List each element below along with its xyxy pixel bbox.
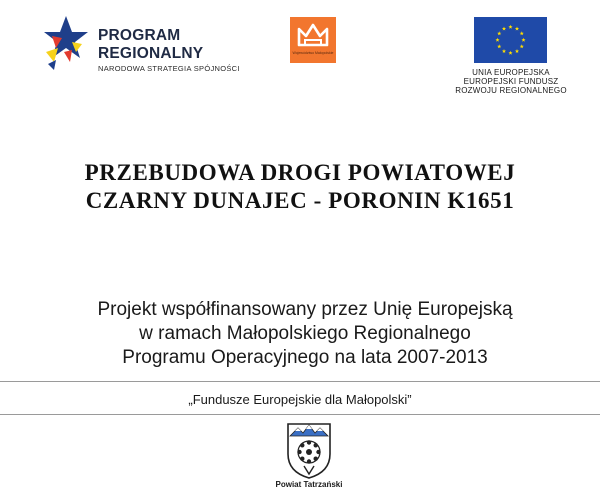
eu-star (497, 31, 501, 35)
eu-flag (474, 17, 547, 63)
program-regionalny-mark-icon (42, 12, 92, 74)
project-line2: w ramach Małopolskiego Regionalnego (139, 323, 471, 344)
powiat-caption: Powiat Tatrzański (275, 480, 343, 489)
powiat-tatrzanski-coat-of-arms-icon (284, 420, 334, 480)
eu-star (508, 25, 512, 29)
malopolska-crown-icon (296, 21, 330, 49)
project-line1: Projekt współfinansowany przez Unię Europejską (97, 299, 513, 320)
malopolska-logo-text: Województwo Małopolskie (292, 51, 334, 55)
eu-star (520, 44, 524, 48)
title-line1: PRZEBUDOWA DROGI POWIATOWEJ (84, 160, 516, 185)
eu-star (508, 51, 512, 55)
malopolska-logo (290, 17, 336, 63)
program-regionalny-line3: NARODOWA STRATEGIA SPÓJNOŚCI (98, 64, 240, 73)
eu-text-line2: EUROPEJSKI FUNDUSZ (463, 77, 559, 86)
project-line3: Programu Operacyjnego na lata 2007-2013 (122, 347, 488, 368)
eu-star (515, 49, 519, 53)
program-regionalny-line2: REGIONALNY (98, 45, 204, 62)
eu-text-line1: UNIA EUROPEJSKA (472, 68, 550, 77)
eu-star (495, 38, 499, 42)
eu-star (502, 27, 506, 31)
divider-bottom (0, 414, 600, 415)
eu-star (497, 44, 501, 48)
eu-star (515, 27, 519, 31)
program-regionalny-logo (42, 12, 272, 74)
title-line2: CZARNY DUNAJEC - PORONIN K1651 (85, 188, 515, 213)
eu-star (502, 49, 506, 53)
eu-text-line3: ROZWOJU REGIONALNEGO (455, 86, 567, 95)
eu-star (521, 38, 525, 42)
eu-star (520, 31, 524, 35)
eu-stars-icon (474, 17, 547, 63)
program-regionalny-line1: PROGRAM (98, 27, 181, 44)
slogan: „Fundusze Europejskie dla Małopolski” (188, 392, 412, 407)
divider-top (0, 381, 600, 382)
